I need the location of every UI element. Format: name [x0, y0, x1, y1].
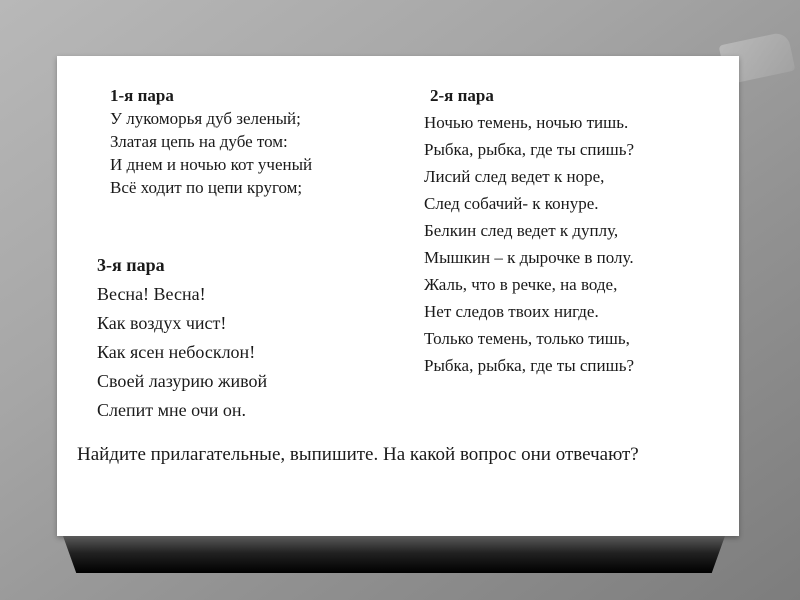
- pair-3-block: [97, 251, 267, 425]
- poem-line: Только темень, только тишь,: [424, 329, 630, 348]
- poem-line: Жаль, что в речке, на воде,: [424, 275, 618, 294]
- poem-line: Рыбка, рыбка, где ты спишь?: [424, 140, 634, 159]
- poem-line: Как ясен небосклон!: [97, 342, 256, 362]
- poem-line: Весна! Весна!: [97, 284, 206, 304]
- poem-line: Своей лазурию живой: [97, 371, 268, 391]
- poem-line: Мышкин – к дырочке в полу.: [424, 248, 634, 267]
- pair-1-title: 1-я пара: [110, 86, 174, 105]
- pair-1-block: [110, 84, 312, 199]
- poem-line: Рыбка, рыбка, где ты спишь?: [424, 356, 634, 375]
- poem-line: Лисий след ведет к норе,: [424, 167, 605, 186]
- poem-line: Как воздух чист!: [97, 313, 227, 333]
- slide-base-shadow: [63, 536, 725, 573]
- poem-line: Нет следов твоих нигде.: [424, 302, 599, 321]
- poem-line: Златая цепь на дубе том:: [110, 132, 288, 151]
- poem-line: У лукоморья дуб зеленый;: [110, 109, 301, 128]
- task-text: Найдите прилагательные, выпишите. На какой вопрос они отвечают?: [77, 444, 639, 465]
- poem-line: След собачий- к конуре.: [424, 194, 599, 213]
- slide: [57, 56, 739, 536]
- pair-2-title: 2-я пара: [430, 86, 494, 105]
- poem-line: Слепит мне очи он.: [97, 400, 246, 420]
- poem-line: Ночью темень, ночью тишь.: [424, 113, 629, 132]
- pair-3-title: 3-я пара: [97, 255, 165, 275]
- poem-line: И днем и ночью кот ученый: [110, 155, 313, 174]
- poem-line: Белкин след ведет к дуплу,: [424, 221, 619, 240]
- pair-2-block: [424, 82, 634, 379]
- poem-line: Всё ходит по цепи кругом;: [110, 178, 303, 197]
